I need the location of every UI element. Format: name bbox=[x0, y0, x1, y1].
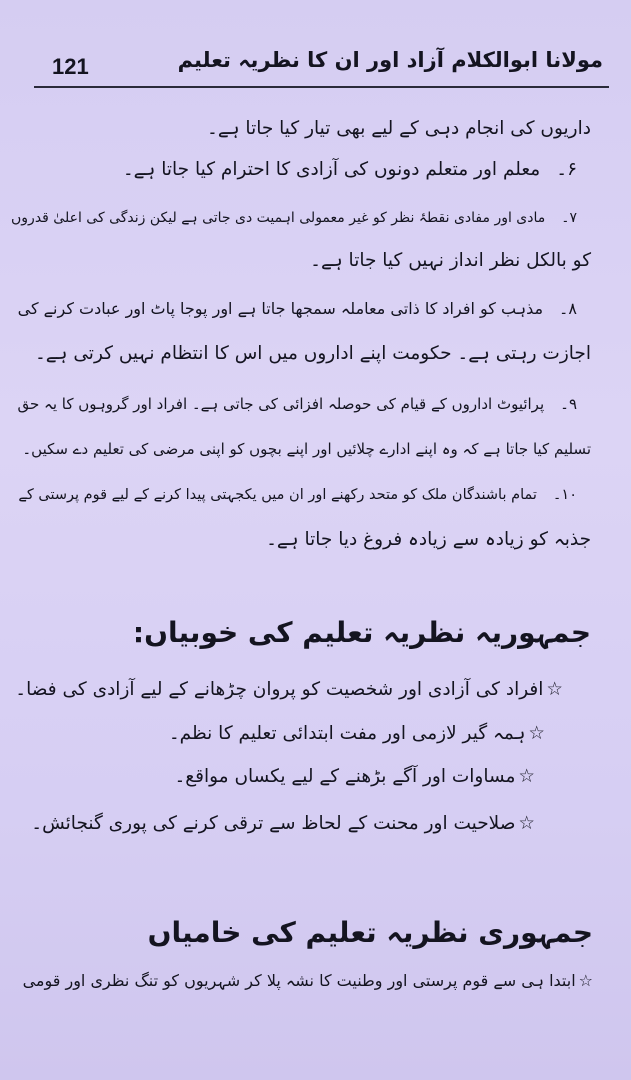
star-icon: ☆ bbox=[518, 766, 535, 787]
point-text: تمام باشندگان ملک کو متحد رکھنے اور ان میں یکجہتی پیدا کرنے کے لیے قوم پرستی کے bbox=[18, 487, 537, 503]
text-line bbox=[22, 436, 591, 462]
text-line bbox=[266, 527, 591, 553]
point-text: کو بالکل نظر انداز نہیں کیا جاتا ہے۔ bbox=[310, 250, 591, 271]
text-line bbox=[207, 116, 591, 142]
list-item-text: مساوات اور آگے بڑھنے کے لیے یکساں مواقع۔ bbox=[174, 766, 516, 787]
merits-heading: جمہوریہ نظریہ تعلیم کی خوبیاں: bbox=[132, 616, 591, 649]
list-item-text: ہمہ گیر لازمی اور مفت ابتدائی تعلیم کا نظم۔ bbox=[168, 723, 526, 744]
numbered-point-10 bbox=[18, 482, 577, 508]
point-number: ۶۔ bbox=[556, 159, 577, 180]
list-item bbox=[31, 811, 535, 837]
list-item bbox=[174, 764, 535, 790]
list-item-text: افراد کی آزادی اور شخصیت کو پروان چڑھانے کے لیے آزادی کی فضا۔ bbox=[15, 679, 544, 700]
numbered-point-9 bbox=[17, 391, 577, 417]
numbered-point-7 bbox=[11, 205, 577, 231]
point-text: داریوں کی انجام دہی کے لیے بھی تیار کیا جاتا ہے۔ bbox=[207, 118, 591, 139]
page-number: 121 bbox=[52, 54, 89, 79]
point-number: ۹۔ bbox=[560, 395, 577, 413]
point-text: جذبہ کو زیادہ سے زیادہ فروغ دیا جاتا ہے۔ bbox=[266, 529, 591, 550]
point-text: تسلیم کیا جاتا ہے کہ وہ اپنے ادارے چلائیں اور اپنے بچوں کو اپنی مرضی کی تعلیم دے سکیں۔ bbox=[22, 440, 591, 458]
text-line bbox=[35, 341, 591, 367]
point-number: ۸۔ bbox=[559, 299, 577, 318]
point-text: مذہب کو افراد کا ذاتی معاملہ سمجھا جاتا ہے اور پوجا پاٹ اور عبادت کرنے کی bbox=[17, 299, 544, 318]
star-icon: ☆ bbox=[546, 679, 563, 700]
header-rule bbox=[34, 86, 609, 88]
demerits-heading: جمہوری نظریہ تعلیم کی خامیاں bbox=[147, 916, 593, 949]
point-text: مادی اور مفادی نقطۂ نظر کو غیر معمولی اہمیت دی جاتی ہے لیکن زندگی کی اعلیٰ قدروں bbox=[11, 210, 546, 226]
star-icon: ☆ bbox=[578, 971, 593, 990]
numbered-point-8 bbox=[18, 296, 577, 322]
list-item bbox=[169, 721, 545, 747]
list-item bbox=[15, 677, 563, 703]
list-item bbox=[23, 968, 593, 994]
running-header-title: مولانا ابوالکلام آزاد اور ان کا نظریہ تعلیم bbox=[177, 48, 603, 72]
list-item-text: صلاحیت اور محنت کے لحاظ سے ترقی کرنے کی پوری گنجائش۔ bbox=[31, 813, 516, 834]
point-text: پرائیوٹ اداروں کے قیام کی حوصلہ افزائی کی جاتی ہے۔ افراد اور گروہوں کا یہ حق bbox=[17, 395, 545, 413]
point-text: اجازت رہتی ہے۔ حکومت اپنے اداروں میں اس کا انتظام نہیں کرتی ہے۔ bbox=[34, 343, 591, 364]
text-line bbox=[310, 248, 591, 274]
list-item-text: ابتدا ہی سے قوم پرستی اور وطنیت کا نشہ پلا کر شہریوں کو تنگ نظری اور قومی bbox=[22, 971, 576, 990]
star-icon: ☆ bbox=[518, 813, 535, 834]
star-icon: ☆ bbox=[528, 723, 545, 744]
numbered-point-6 bbox=[123, 157, 577, 183]
point-number: ۱۰۔ bbox=[552, 487, 577, 503]
point-text: معلم اور متعلم دونوں کی آزادی کا احترام کیا جاتا ہے۔ bbox=[122, 159, 541, 180]
point-number: ۷۔ bbox=[561, 210, 577, 226]
